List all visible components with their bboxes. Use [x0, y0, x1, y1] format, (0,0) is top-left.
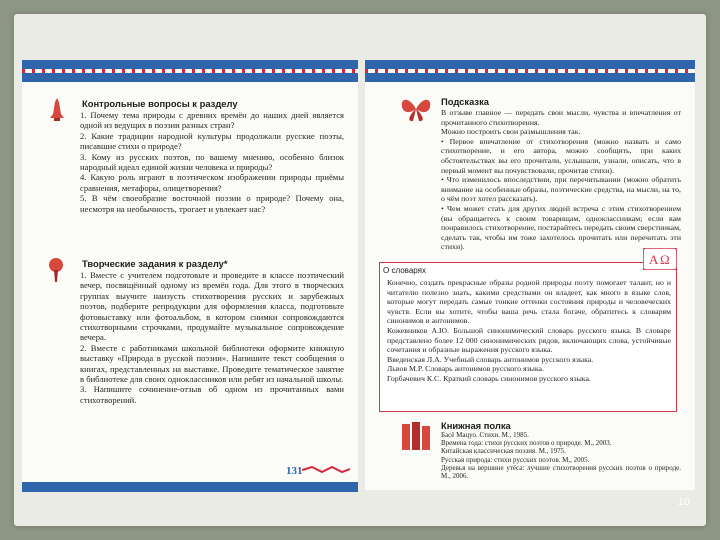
- task-3: 3. Напишите сочинение-отзыв об одном из прочитанных вами стихотворений.: [80, 384, 344, 405]
- books-icon: [399, 420, 433, 454]
- hint-paragraph-2: Можно построить свои размышления так.: [441, 127, 581, 137]
- bottom-decorative-band: [22, 482, 358, 492]
- book-1: Басё Мацуо. Стихи. М., 1985.: [441, 431, 529, 439]
- question-1: 1. Почему тема природы с древних времён до наших дней является одной из ведущих в поэзии разных стран?: [80, 110, 344, 131]
- top-decorative-band: [22, 60, 358, 82]
- book-3: Китайская классическая поэзия. М., 1975.: [441, 447, 566, 456]
- book-5: Деревья на вершине утёса: лучшие стихотворения русских поэтов о природе. М., 2006.: [441, 463, 681, 481]
- dictionaries-title: О словарях: [383, 266, 426, 275]
- hint-paragraph-5: • Чем может стать для других людей встреча с этим стихотворением (вы обращаетесь к своим товарищам, одноклассникам; если вам понравилось стихотворение, постарайтесь передать своим сверстникам, сделать так, чтобы им тоже захотелось прочитать или перечитать эти стихи).: [441, 203, 681, 252]
- question-3: 3. Кому из русских поэтов, по вашему мнению, особенно близок народный идеал единой жизни человека и природы?: [80, 151, 344, 173]
- question-5: 5. В чём своеобразие восточной поэзии о природе? Почему она, несмотря на необычность, трогает и увлекает нас?: [80, 193, 344, 214]
- quill-icon: [46, 256, 66, 284]
- hint-title: Подсказка: [441, 96, 489, 107]
- footer-ornament-icon: [302, 466, 350, 474]
- svg-text:A: A: [649, 252, 659, 267]
- hint-text: [441, 108, 681, 252]
- box-paragraph-3: Введенская Л.А. Учебный словарь антонимов русского языка.: [387, 354, 594, 364]
- dictionaries-text: [387, 278, 671, 384]
- svg-text:Ω: Ω: [660, 252, 670, 267]
- box-paragraph-2: Кожевников А.Ю. Большой синонимический словарь русского языка. В словаре представлено более 12 000 синонимических рядов, включающих слова, устойчивые сочетания и образные выражения русского языка.: [387, 325, 671, 355]
- box-paragraph-5: Горбачевич К.С. Краткий словарь синонимов русского языка.: [387, 373, 591, 383]
- section1-text: [80, 110, 344, 214]
- bookshelf-title: Книжная полка: [441, 420, 511, 431]
- box-paragraph-4: Львов М.Р. Словарь антонимов русского языка.: [387, 364, 544, 374]
- hint-paragraph-1: В отзыве главное — передать свои мысли, чувства и впечатления от прочитанного стихотворения.: [441, 108, 681, 127]
- page-number: 131: [286, 465, 303, 477]
- bookshelf-text: [441, 431, 681, 480]
- slide-number: 10: [677, 496, 690, 508]
- hint-paragraph-3: • Первое впечатление от стихотворения (можно назвать и само стихотворение, и его автора, можно сообщить, при каких обстоятельствах вы его прочитали, услышали, узнали, описать, что в первый момент вы почувствовали, прочитав стихи).: [441, 136, 681, 175]
- bell-icon: [48, 96, 66, 122]
- section2-title: Творческие задания к разделу*: [82, 258, 228, 269]
- section1-title: Контрольные вопросы к разделу: [82, 98, 238, 109]
- hint-paragraph-4: • Что изменилось впоследствии, при перечитывании (можно обратить внимание на особенные образы, поэтические средства, на мысли, на то, о чём поэт хотел рассказать).: [441, 175, 681, 204]
- question-4: 4. Какую роль играют в поэтическом изображении природы приёмы сравнения, метафоры, олицетворения?: [80, 172, 344, 193]
- right-page: [365, 60, 695, 490]
- section2-text: [80, 270, 344, 405]
- question-2: 2. Какие традиции народной культуры продолжали русские поэты, писавшие стихи о природе?: [80, 130, 344, 152]
- book-4: Русская природа: стихи русских поэтов. М., 2005.: [441, 455, 590, 464]
- butterfly-icon: [399, 94, 433, 124]
- box-paragraph-1: Конечно, создать прекрасные образы родной природы поэту помогает талант, но и читателю полезно знать, какими средствами он владеет, как много в языке слов, которые могут передать самые тонкие оттенки состояния природы и человеческих чувств. Если вы хотите, чтобы ваша речь стала богаче, обратитесь к словарям синонимов и антонимов.: [387, 278, 671, 326]
- task-2: 2. Вместе с работниками школьной библиотеки оформите книжную выставку «Природа в русской поэзии». Напишите текст сообщения о книгах, представленных на выставке. Проведите тематическое занятие в библиотеке для своих одноклассников или ребят из начальной школы.: [80, 342, 344, 385]
- left-page: [22, 60, 358, 492]
- top-decorative-band-right: [365, 60, 695, 82]
- alpha-omega-icon: [643, 248, 677, 270]
- task-1: 1. Вместе с учителем подготовьте и проведите в классе поэтический вечер, посвящённый одному из времён года. Для этого в творческих группах выучите наизусть стихотворения русских и зарубежных поэтов, подберите репродукции для оформления класса, подготовьте фотовыставку или фотоальбом, в котором снимки сопровождаются стихотворными строчками, продумайте музыкальное сопровождение вечера.: [80, 270, 344, 343]
- book-2: Времена года: стихи русских поэтов о природе. М., 2003.: [441, 439, 612, 448]
